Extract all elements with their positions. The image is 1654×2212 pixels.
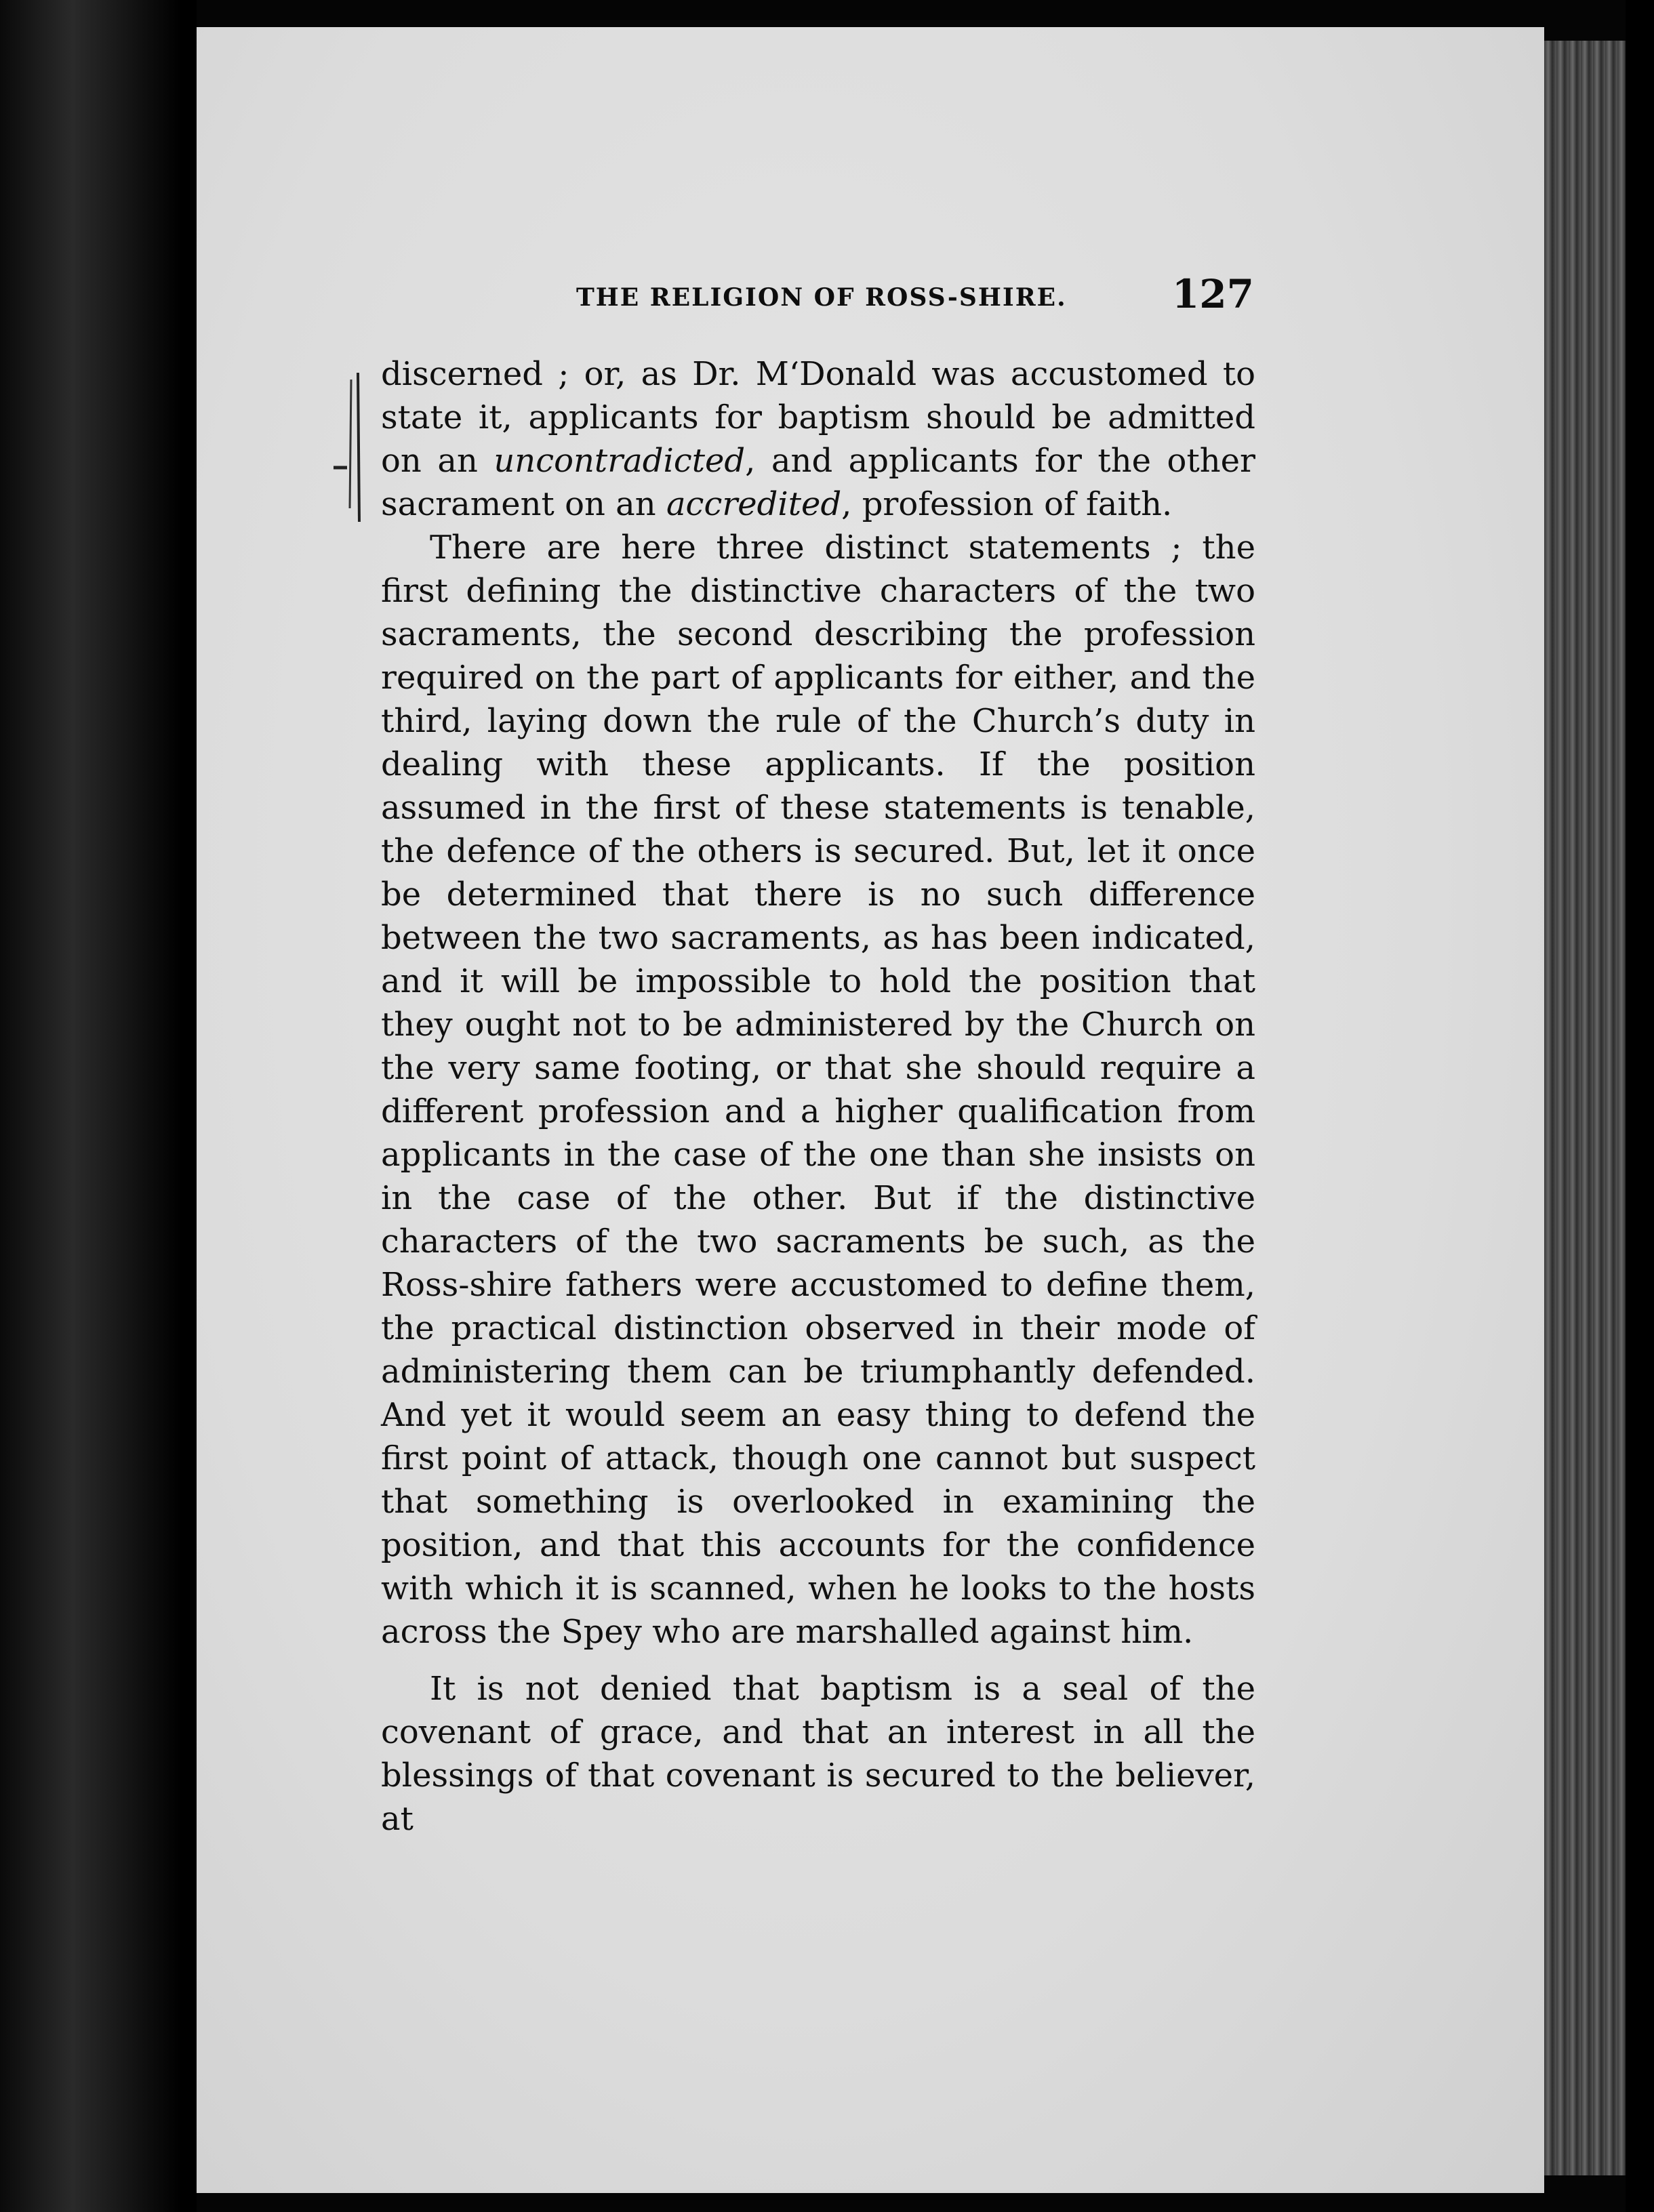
book-fore-edge xyxy=(1544,41,1626,2175)
paragraph-3 xyxy=(381,1667,1255,1841)
text-segment: There are here three distinct statements ; the first defining the distinctive characters of the two sacraments, the second describing the profession required on the part of applicants for either, and the third, laying down the rule of the Church’s duty in dealing with these applicants. If the position assumed in the first of these statements is tenable, the defence of the others is secured. But, let it once be determined that there is no such difference between the two sacraments, as has been indicated, and it will be impossible to hold the position that they ought not to be administered by the Church on the very same footing, or that she should require a different profession and a higher qualification from applicants in the case of the one than she insists on in the case of the other. But if the distinctive characters of the two sacraments be such, as the Ross-shire fathers were accustomed to define them, the practical distinction observed in their mode of administering them can be triumphantly defended. And yet it would seem an easy thing to defend the first point of attack, though one cannot but suspect that something is overlooked in examining the position, and that this accounts for the confidence with which it is scanned, when he looks to the hosts across the Spey who are marshalled against him. xyxy=(381,529,1255,1651)
italic-segment: accredited xyxy=(666,485,842,523)
right-border xyxy=(1626,0,1654,2212)
paragraph-2 xyxy=(381,526,1255,1654)
running-head: THE RELIGION OF ROSS-SHIRE. xyxy=(576,283,1067,312)
text-segment: , and applicants for the other sacrament on an xyxy=(381,442,1255,523)
text-segment: , profession of faith. xyxy=(841,485,1173,523)
text-segment: It is not denied that baptism is a seal of the covenant of grace, and that an interest in all the blessings of that covenant is secured to the believer, at xyxy=(381,1670,1255,1838)
pencil-margin-mark xyxy=(332,366,373,529)
page-number: 127 xyxy=(1171,271,1254,317)
body-text xyxy=(381,352,1255,1841)
left-gutter xyxy=(0,0,182,2212)
italic-segment: uncontradicted xyxy=(493,442,746,480)
text-segment: discerned ; or, as Dr. M‘Donald was accustomed to state it, applicants for baptism should be admitted on an xyxy=(381,355,1255,480)
page-header xyxy=(380,271,1254,319)
paragraph-1 xyxy=(381,352,1255,526)
left-gap xyxy=(182,0,197,2212)
